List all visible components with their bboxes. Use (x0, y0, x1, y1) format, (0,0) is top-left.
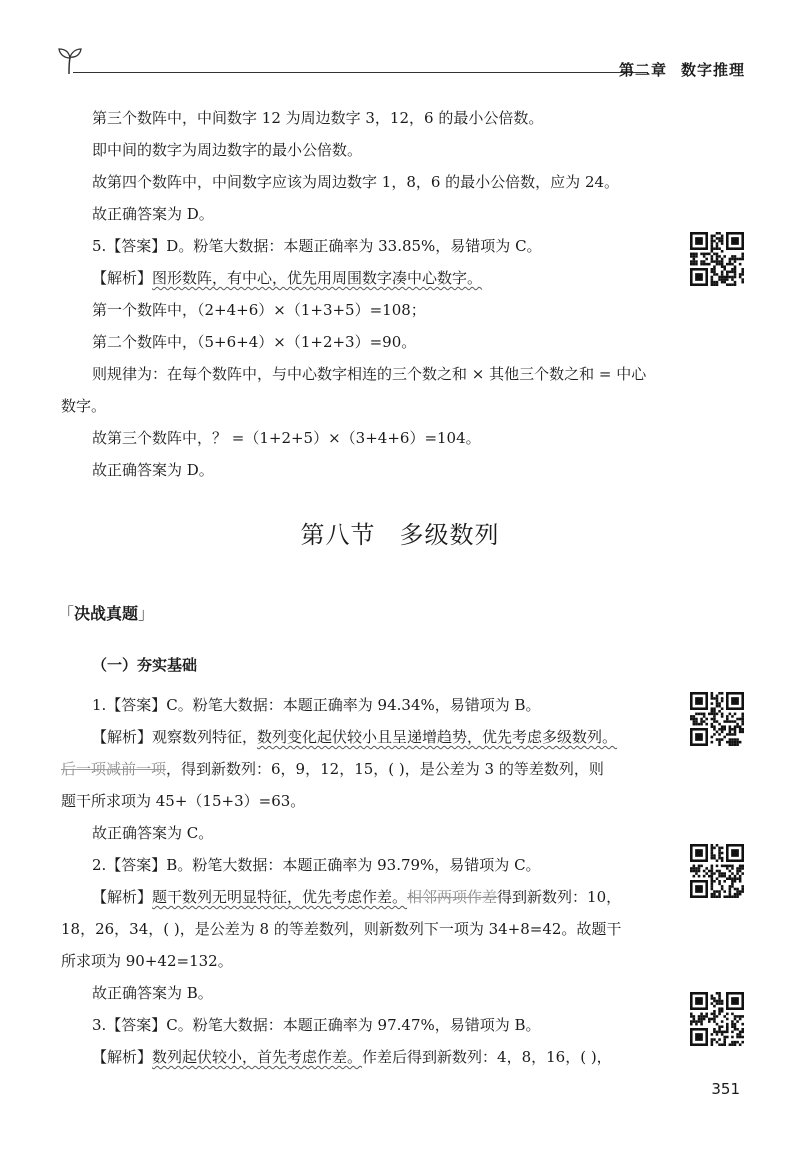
q5-answer: 5.【答案】D。粉笔大数据：本题正确率为 33.85%，易错项为 C。 (92, 237, 542, 255)
q2-analysis: 【解析】题干数列无明显特征，优先考虑作差。相邻两项作差得到新数列：10， (92, 888, 622, 906)
q2-line: 18，26，34，( )，是公差为 8 的等差数列，则新数列下一项为 34+8=42。故题干 (61, 920, 622, 938)
paragraph-line: 故第四个数阵中，中间数字应该为周边数字 1，8，6 的最小公倍数，应为 24。 (92, 173, 620, 191)
q1-line: 后一项减前一项，得到新数列：6，9，12，15，( )，是公差为 3 的等差数列，则 (61, 760, 604, 778)
paragraph-line: 故正确答案为 D。 (92, 205, 214, 223)
paragraph-line: 即中间的数字为周边数字的最小公倍数。 (92, 141, 363, 159)
analysis-label: 【解析】 (92, 728, 153, 746)
paragraph-line: 第三个数阵中，中间数字 12 为周边数字 3，12，6 的最小公倍数。 (92, 109, 544, 127)
paragraph-line: 第一个数阵中，（2+4+6）×（1+3+5）=108； (92, 301, 426, 319)
header-text (619, 59, 745, 80)
q2-line: 故正确答案为 B。 (92, 984, 213, 1002)
q3-answer: 3.【答案】C。粉笔大数据：本题正确率为 97.47%，易错项为 B。 (92, 1016, 541, 1034)
page-header (55, 44, 745, 84)
qr-code-icon (690, 992, 744, 1046)
qr-code-icon (690, 844, 744, 898)
paragraph-line: 故第三个数阵中，？ =（1+2+5）×（3+4+6）=104。 (92, 429, 481, 447)
header-rule (73, 72, 648, 73)
analysis-label: 【解析】 (92, 269, 153, 287)
page-number: 351 (711, 1080, 740, 1098)
analysis-label: 【解析】 (92, 1048, 153, 1066)
chapter-title: 数字推理 (680, 61, 745, 79)
chapter-label: 第二章 (618, 61, 667, 79)
analysis-label: 【解析】 (92, 888, 153, 906)
q2-answer: 2.【答案】B。粉笔大数据：本题正确率为 93.79%，易错项为 C。 (92, 856, 541, 874)
subhead: 「决战真题」 (58, 604, 155, 623)
section-title (0, 515, 800, 550)
q1-line: 题干所求项为 45+（15+3）=63。 (61, 792, 306, 810)
q5-analysis (92, 268, 482, 288)
section-name: 多级数列 (399, 521, 500, 549)
paragraph-line: 故正确答案为 D。 (92, 461, 214, 479)
q2-line: 所求项为 90+42=132。 (61, 952, 233, 970)
section-number: 第八节 (300, 521, 376, 549)
paragraph-line: 数字。 (61, 397, 107, 415)
subhead-text: 决战真题 (74, 604, 139, 623)
qr-code-icon (690, 232, 744, 286)
paragraph-line: 第二个数阵中，（5+6+4）×（1+2+3）=90。 (92, 333, 417, 351)
analysis-text: 图形数阵，有中心，优先用周围数字凑中心数字。 (152, 269, 483, 287)
q1-line: 故正确答案为 C。 (92, 824, 214, 842)
q3-analysis: 【解析】数列起伏较小，首先考虑作差。作差后得到新数列：4，8，16，( )， (92, 1048, 612, 1066)
q1-analysis: 【解析】观察数列特征，数列变化起伏较小且呈递增趋势，优先考虑多级数列。 (92, 728, 618, 746)
paragraph-line: 则规律为：在每个数阵中，与中心数字相连的三个数之和 × 其他三个数之和 = 中心 (92, 365, 647, 383)
qr-code-icon (690, 692, 744, 746)
q1-answer: 1.【答案】C。粉笔大数据：本题正确率为 94.34%，易错项为 B。 (92, 696, 541, 714)
subsection-heading: （一）夯实基础 (92, 656, 198, 674)
